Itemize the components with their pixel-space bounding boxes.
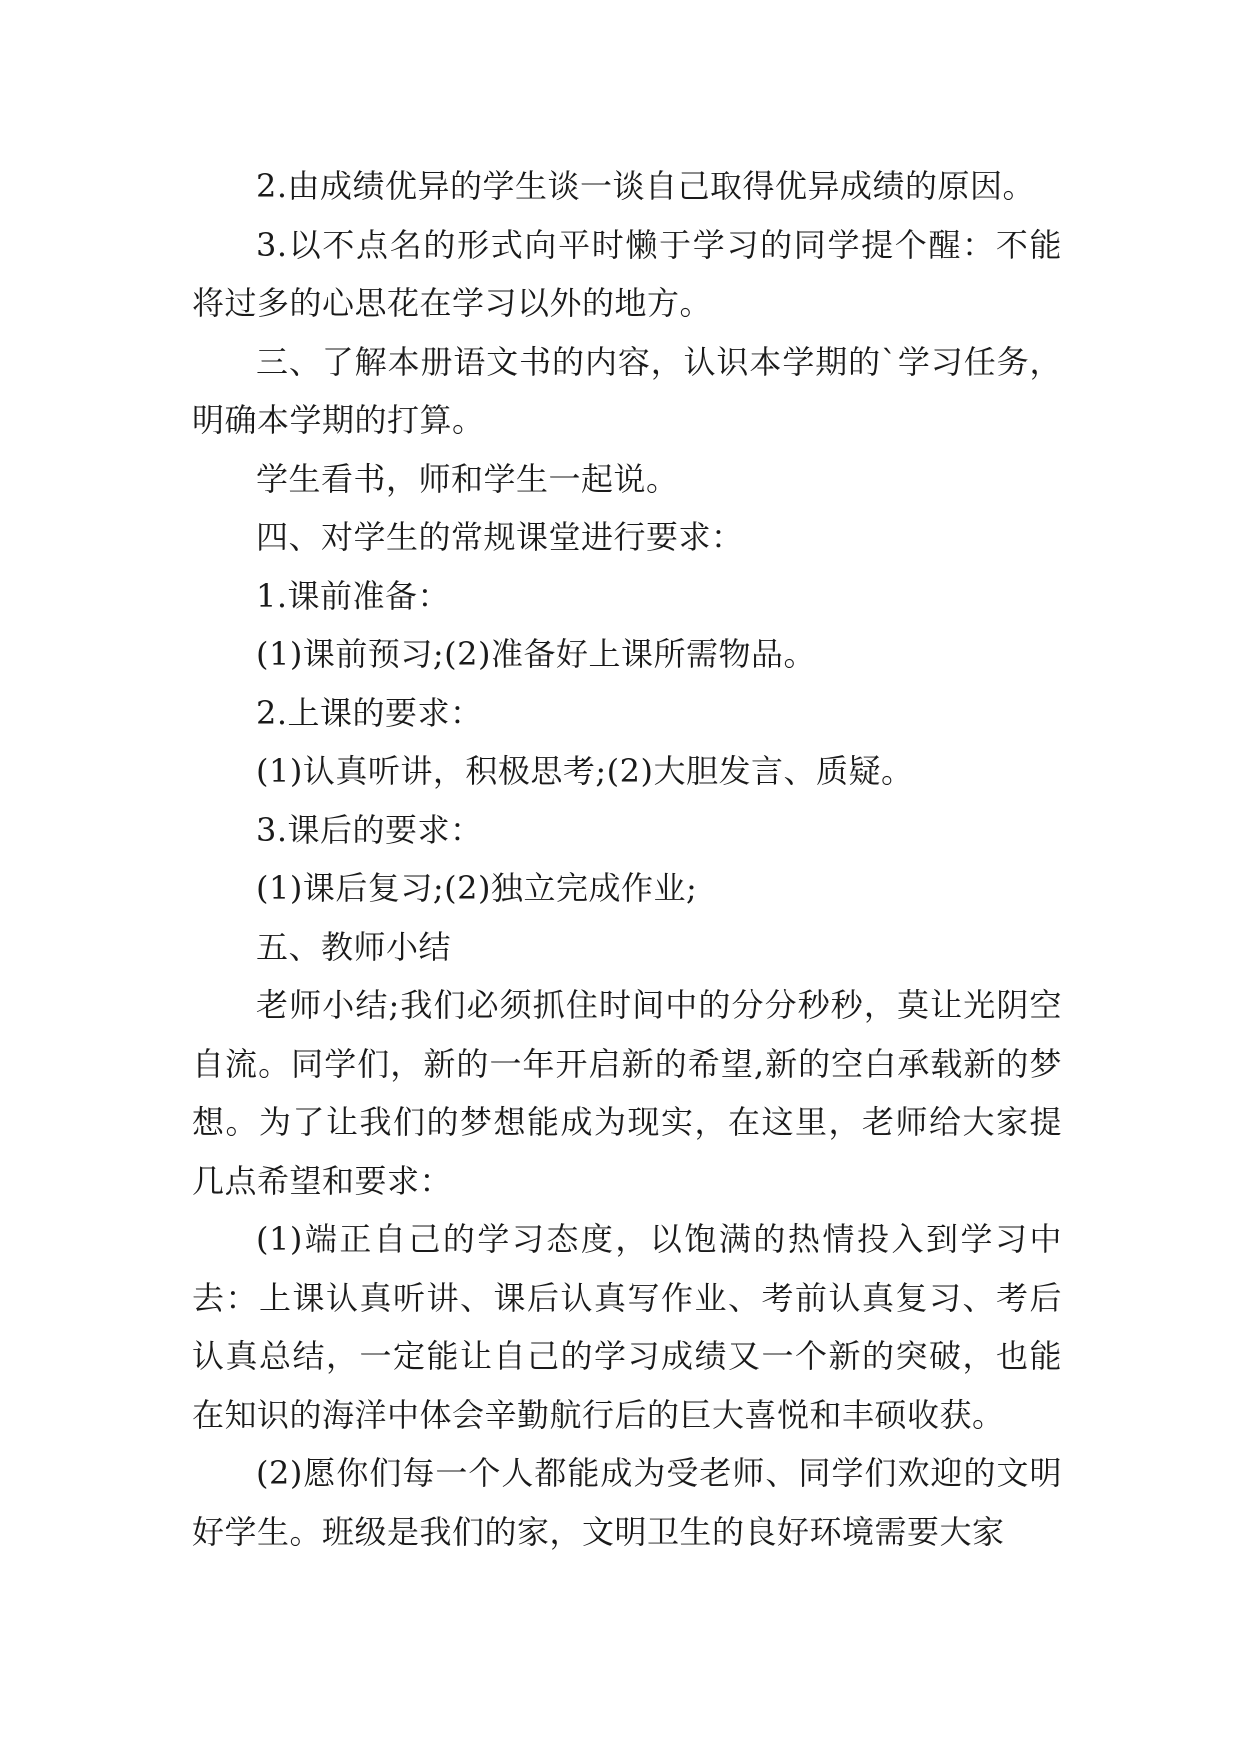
paragraph-before-class: 1.课前准备： [256,576,451,615]
paragraph-teacher-summary: 老师小结;我们必须抓住时间中的分分秒秒，莫让光阴空自流。同学们，新的一年开启新的希望,新的空白承载新的梦想。为了让我们的梦想能成为现实，在这里，老师给大家提几点希望和要求： [192,986,1062,1200]
paragraph-in-class-items: (1)认真听讲，积极思考;(2)大胆发言、质疑。 [256,752,914,790]
paragraph-section-five: 五、教师小结 [256,927,452,966]
paragraph-after-class: 3.课后的要求： [256,810,483,849]
document-body [192,157,1062,1561]
paragraph-reminder: 3.以不点名的形式向平时懒于学习的同学提个醒：不能将过多的心思花在学习以外的地方。 [192,225,1062,322]
paragraph-read-book: 学生看书，师和学生一起说。 [256,459,679,498]
paragraph-student-share: 2.由成绩优异的学生谈一谈自己取得优异成绩的原因。 [256,167,1036,205]
paragraph-hope-one: (1)端正自己的学习态度，以饱满的热情投入到学习中去：上课认真听讲、课后认真写作业、考前认真复习、考后认真总结，一定能让自己的学习成绩又一个新的突破，也能在知识的海洋中体会辛勤航行后的巨大喜悦和丰硕收获。 [192,1220,1062,1434]
paragraph-hope-two: (2)愿你们每一个人都能成为受老师、同学们欢迎的文明好学生。班级是我们的家，文明卫生的良好环境需要大家 [192,1454,1062,1551]
paragraph-after-class-items: (1)课后复习;(2)独立完成作业; [256,869,698,907]
paragraph-before-class-items: (1)课前预习;(2)准备好上课所需物品。 [256,635,816,673]
paragraph-in-class: 2.上课的要求： [256,693,483,732]
paragraph-section-four: 四、对学生的常规课堂进行要求： [256,518,744,556]
paragraph-section-three: 三、了解本册语文书的内容，认识本学期的`学习任务，明确本学期的打算。 [192,342,1062,439]
